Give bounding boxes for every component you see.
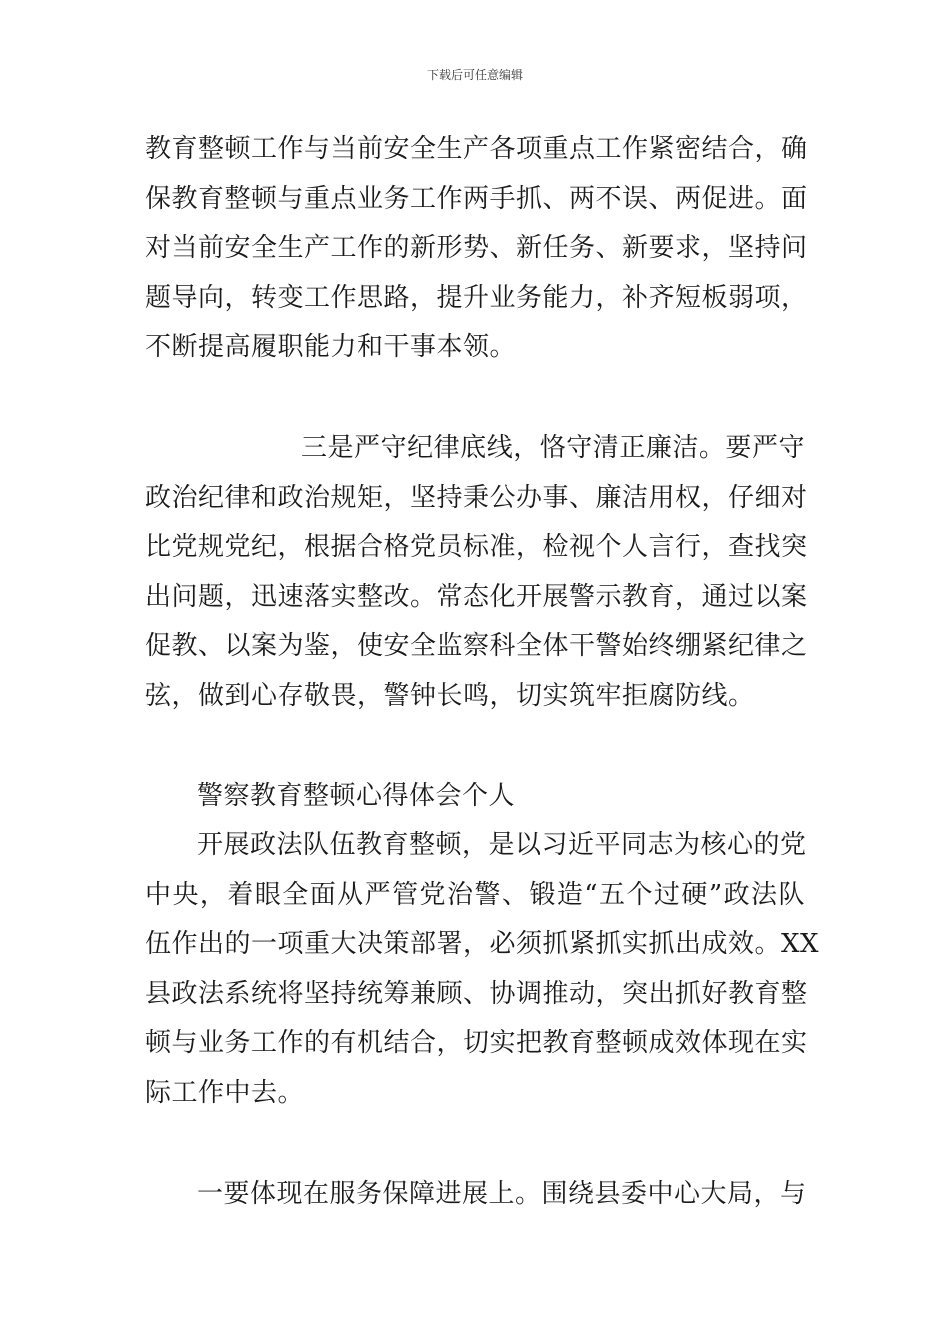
text-line: 际工作中去。: [145, 1077, 305, 1108]
text-line: 中央，着眼全面从严管党治警、锻造“五个过硬”政法队: [145, 879, 805, 910]
text-line: 弦，做到心存敬畏，警钟长鸣，切实筑牢拒腐防线。: [145, 680, 755, 711]
text-line: 县政法系统将坚持统筹兼顾、协调推动，突出抓好教育整: [145, 978, 808, 1009]
text-line: 政治纪律和政治规矩，坚持秉公办事、廉洁用权，仔细对: [145, 482, 808, 513]
text-line: 促教、以案为鉴，使安全监察科全体干警始终绷紧纪律之: [145, 631, 808, 661]
section-title-block: [145, 772, 805, 822]
text-line: 三是严守纪律底线，恪守清正廉洁。要严守: [301, 433, 805, 463]
text-line: 出问题，迅速落实整改。常态化开展警示教育，通过以案: [145, 581, 808, 612]
text-line: 开展政法队伍教育整顿，是以习近平同志为核心的党: [197, 830, 807, 860]
page-header: 下载后可任意编辑: [426, 68, 523, 82]
paragraph-4: [145, 1170, 805, 1220]
text-line: 伍作出的一项重大决策部署，必须抓紧抓实抓出成效。XX: [145, 929, 820, 959]
text-line: 顿与业务工作的有机结合，切实把教育整顿成效体现在实: [145, 1028, 808, 1058]
text-line: 比党规党纪，根据合格党员标准，检视个人言行，查找突: [145, 532, 808, 562]
paragraph-1: [145, 125, 808, 373]
text-line: 保教育整顿与重点业务工作两手抓、两不误、两促进。面: [145, 183, 808, 214]
text-line: 对当前安全生产工作的新形势、新任务、新要求，坚持问: [145, 233, 808, 263]
paragraph-3: [145, 821, 820, 1118]
text-line: 教育整顿工作与当前安全生产各项重点工作紧密结合，确: [145, 134, 808, 164]
text-line: 一要体现在服务保障进展上。围绕县委中心大局，与: [197, 1179, 807, 1209]
text-line: 不断提高履职能力和干事本领。: [145, 332, 517, 362]
text-line: 题导向，转变工作思路，提升业务能力，补齐短板弱项，: [145, 282, 808, 313]
section-title: 警察教育整顿心得体会个人: [197, 781, 516, 811]
paragraph-2: [145, 424, 808, 721]
